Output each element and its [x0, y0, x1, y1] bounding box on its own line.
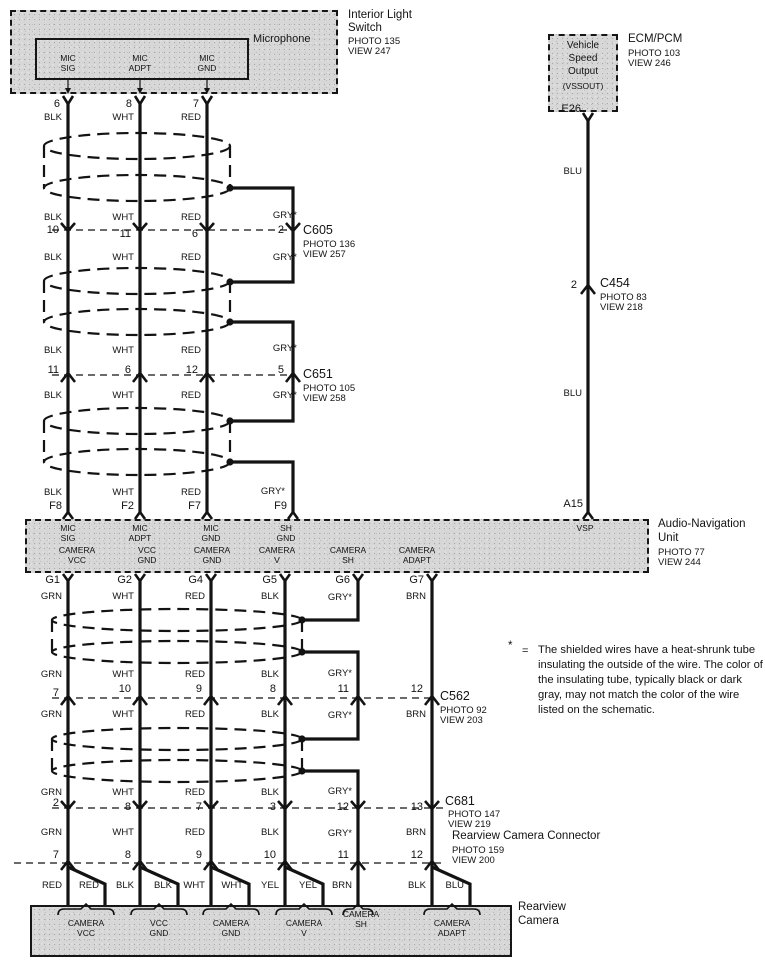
- anu-bottom-label: SH: [342, 555, 354, 565]
- anu-view: VIEW 244: [658, 557, 701, 568]
- anu-bottom-label: V: [274, 555, 280, 565]
- anu-bottom-label: CAMERA: [398, 545, 436, 555]
- anu-title-line2: Unit: [658, 532, 679, 544]
- wire-color: RED: [184, 591, 205, 602]
- c562-name: C562: [440, 689, 470, 703]
- rcc-photo: PHOTO 159: [452, 845, 505, 856]
- camera-title-line2: Camera: [518, 915, 559, 927]
- wire-color: RED: [180, 390, 201, 401]
- wire-shield-gry-lower: [302, 581, 358, 905]
- c651-photo: PHOTO 105: [303, 383, 356, 394]
- wire-color: GRN: [40, 827, 62, 838]
- pin-number: G6: [335, 574, 350, 586]
- wire-color: RED: [184, 669, 205, 680]
- camera-group-label: V: [301, 928, 307, 938]
- wire-color: GRN: [40, 709, 62, 720]
- c651-view: VIEW 258: [303, 393, 346, 404]
- shield-cylinders-upper: [44, 133, 230, 475]
- anu-bottom-label: GND: [202, 555, 222, 565]
- pin-number: G5: [262, 574, 277, 586]
- pin-number: A15: [563, 498, 583, 510]
- wire-color: BRN: [405, 591, 426, 602]
- pin-number: F2: [121, 500, 134, 512]
- pin-number: 8: [269, 683, 276, 695]
- c681-name: C681: [445, 794, 475, 808]
- pin-number: 11: [337, 849, 349, 861]
- camera-group-braces: [58, 904, 480, 915]
- microphone-label: Microphone: [253, 33, 311, 45]
- camera-group-label: CAMERA: [342, 909, 380, 919]
- c605-view: VIEW 257: [303, 249, 346, 260]
- ils-title-line2: Switch: [348, 22, 382, 34]
- pin-number: 10: [263, 849, 276, 861]
- wire-color: YEL: [299, 880, 317, 891]
- c562-view: VIEW 203: [440, 715, 483, 726]
- camera-group-label: CAMERA: [212, 918, 250, 928]
- wire-color: RED: [78, 880, 99, 891]
- mic-pin-adpt-l2: ADPT: [128, 63, 152, 73]
- wire-color: WHT: [112, 390, 134, 401]
- c454-name: C454: [600, 276, 630, 290]
- anu-top-label: ADPT: [128, 533, 152, 543]
- wire-color: RED: [184, 787, 205, 798]
- c605-name: C605: [303, 223, 333, 237]
- wire-color: WHT: [112, 827, 134, 838]
- wire-color: RED: [180, 112, 201, 123]
- anu-top-label: MIC: [60, 523, 76, 533]
- mic-pin-gnd-l1: MIC: [199, 53, 215, 63]
- camera-title-line1: Rearview: [518, 901, 566, 913]
- c605-photo: PHOTO 136: [303, 239, 356, 250]
- ecm-body-line2: Speed: [568, 53, 598, 64]
- pin-number: 11: [119, 228, 131, 240]
- wire-color: WHT: [112, 591, 134, 602]
- wire-camera-grn: [68, 581, 105, 905]
- anu-bottom-label: CAMERA: [58, 545, 96, 555]
- wire-color: BRN: [405, 709, 426, 720]
- pin-number: 2: [52, 797, 59, 809]
- wire-color: YEL: [261, 880, 279, 891]
- wire-color: GRY*: [272, 343, 297, 354]
- wire-color: BLK: [44, 487, 62, 498]
- wire-color: BLK: [44, 112, 62, 123]
- c454-view: VIEW 218: [600, 302, 643, 313]
- wire-color: GRY*: [327, 592, 352, 603]
- wire-color: WHT: [112, 487, 134, 498]
- pin-number: 8: [124, 801, 131, 813]
- mic-internal-arrows: [68, 80, 207, 89]
- pin-number: G1: [45, 574, 60, 586]
- anu-top-label: SIG: [60, 533, 76, 543]
- rcc-view: VIEW 200: [452, 855, 495, 866]
- rcc-name: Rearview Camera Connector: [452, 830, 601, 842]
- mic-pin-gnd-l2: GND: [197, 63, 217, 73]
- mic-pin-sig-l2: SIG: [60, 63, 76, 73]
- ecm-body-line1: Vehicle: [566, 40, 600, 51]
- wire-color: GRY*: [327, 828, 352, 839]
- pin-number: F7: [188, 500, 201, 512]
- wire-color: GRY*: [272, 390, 297, 401]
- wire-camera-blk: [285, 581, 323, 905]
- wire-color: WHT: [112, 669, 134, 680]
- anu-top-label: GND: [201, 533, 221, 543]
- camera-group-label: CAMERA: [433, 918, 471, 928]
- note-equals: =: [522, 645, 529, 657]
- pin-number: 7: [192, 98, 199, 110]
- shield-cylinders-lower: [52, 609, 302, 782]
- wire-color: RED: [184, 709, 205, 720]
- wire-color: WHT: [221, 880, 243, 891]
- wire-color: WHT: [112, 252, 134, 263]
- terminal-forks: [60, 96, 593, 581]
- anu-top-label: MIC: [203, 523, 219, 533]
- wire-color: WHT: [183, 880, 205, 891]
- anu-bottom-label: ADAPT: [402, 555, 432, 565]
- ils-view: VIEW 247: [348, 46, 391, 57]
- anu-bottom-label: VCC: [138, 545, 156, 555]
- pin-number: 9: [195, 683, 202, 695]
- wire-color: GRN: [40, 669, 62, 680]
- pin-number: 10: [46, 224, 59, 236]
- wire-color: GRY*: [327, 668, 352, 679]
- wire-color: GRY*: [272, 252, 297, 263]
- anu-bottom-label: CAMERA: [193, 545, 231, 555]
- wire-color: RED: [180, 487, 201, 498]
- pin-number: 7: [52, 849, 59, 861]
- ils-photo: PHOTO 135: [348, 36, 401, 47]
- wire-color: BLK: [116, 880, 134, 891]
- wire-color: BRN: [331, 880, 352, 891]
- c454-photo: PHOTO 83: [600, 292, 647, 303]
- pin-number: 8: [124, 849, 131, 861]
- anu-top-label: GND: [276, 533, 296, 543]
- pin-number: 5: [277, 364, 284, 376]
- mic-pin-sig-l1: MIC: [60, 53, 76, 63]
- ils-title-line1: Interior Light: [348, 9, 412, 21]
- wire-color: WHT: [112, 345, 134, 356]
- ecm-title: ECM/PCM: [628, 33, 683, 45]
- anu-vsp-label: VSP: [576, 523, 594, 533]
- pin-number: 6: [191, 228, 198, 240]
- wire-color: RED: [41, 880, 62, 891]
- pin-number: E26: [561, 103, 581, 115]
- camera-group-label: CAMERA: [67, 918, 105, 928]
- pin-number: 7: [195, 801, 202, 813]
- pin-number: 13: [410, 801, 423, 813]
- wire-color: BLK: [261, 709, 279, 720]
- ecm-photo: PHOTO 103: [628, 48, 681, 59]
- c681-view: VIEW 219: [448, 819, 491, 830]
- wire-color: BRN: [405, 827, 426, 838]
- pin-number: 2: [570, 279, 577, 291]
- wire-color: GRN: [40, 591, 62, 602]
- wire-color: WHT: [112, 112, 134, 123]
- wire-color: GRY*: [327, 710, 352, 721]
- c562-photo: PHOTO 92: [440, 705, 487, 716]
- note-text: The shielded wires have a heat-shrunk tube insulating the outside of the wire. The color of the insulating tube, typically black or dark gray, may not match the color of the wire listed on the schematic.: [538, 644, 763, 716]
- wire-color: BLK: [261, 787, 279, 798]
- pin-number: 7: [52, 687, 59, 699]
- anu-top-label: MIC: [132, 523, 148, 533]
- wire-color: RED: [180, 212, 201, 223]
- c681-photo: PHOTO 147: [448, 809, 501, 820]
- anu-photo: PHOTO 77: [658, 547, 705, 558]
- pin-number: 12: [410, 849, 423, 861]
- pin-number: G4: [188, 574, 203, 586]
- wire-color: BLK: [44, 390, 62, 401]
- camera-group-label: GND: [221, 928, 241, 938]
- wire-color: BLU: [563, 388, 582, 399]
- note-star: *: [508, 640, 513, 652]
- wire-color: BLK: [154, 880, 172, 891]
- camera-group-label: SH: [355, 919, 367, 929]
- ecm-view: VIEW 246: [628, 58, 671, 69]
- wire-color: RED: [184, 827, 205, 838]
- camera-group-label: CAMERA: [285, 918, 323, 928]
- pin-number: 2: [277, 224, 284, 236]
- wire-color: BLK: [44, 212, 62, 223]
- camera-group-label: VCC: [150, 918, 168, 928]
- pin-number: F9: [274, 500, 287, 512]
- pin-number: 8: [125, 98, 132, 110]
- pin-number: 12: [410, 683, 423, 695]
- wire-color: BLK: [44, 345, 62, 356]
- c651-name: C651: [303, 367, 333, 381]
- wire-color: RED: [180, 345, 201, 356]
- anu-bottom-label: CAMERA: [329, 545, 367, 555]
- pin-number: 12: [336, 801, 349, 813]
- pin-number: 9: [195, 849, 202, 861]
- wire-color: RED: [180, 252, 201, 263]
- ecm-body-line4: (VSSOUT): [562, 81, 604, 91]
- wire-color: BLK: [261, 669, 279, 680]
- anu-bottom-label: GND: [137, 555, 157, 565]
- wire-color: GRN: [40, 787, 62, 798]
- pin-number: 12: [185, 364, 198, 376]
- anu-bottom-label: CAMERA: [258, 545, 296, 555]
- mic-pin-adpt-l1: MIC: [132, 53, 148, 63]
- camera-group-label: GND: [149, 928, 169, 938]
- wire-color: GRY*: [327, 786, 352, 797]
- pin-number: F8: [49, 500, 62, 512]
- wire-color: WHT: [112, 787, 134, 798]
- anu-top-label: SH: [280, 523, 292, 533]
- wire-color: BLK: [261, 827, 279, 838]
- anu-title-line1: Audio-Navigation: [658, 518, 746, 530]
- wire-color: BLK: [408, 880, 426, 891]
- wire-color: WHT: [112, 709, 134, 720]
- wire-color: BLU: [563, 166, 582, 177]
- pin-number: G7: [409, 574, 424, 586]
- pin-number: 11: [337, 683, 349, 695]
- anu-bottom-label: VCC: [68, 555, 86, 565]
- pin-number: 6: [124, 364, 131, 376]
- wire-color: GRY*: [260, 486, 285, 497]
- wire-color: BLU: [445, 880, 464, 891]
- pin-number: 6: [53, 98, 60, 110]
- wire-color: BLK: [261, 591, 279, 602]
- wire-color: BLK: [44, 252, 62, 263]
- wire-color: WHT: [112, 212, 134, 223]
- pin-number: 10: [118, 683, 131, 695]
- camera-group-label: VCC: [77, 928, 95, 938]
- pin-number: 3: [269, 801, 276, 813]
- camera-group-label: ADAPT: [437, 928, 467, 938]
- wire-color: GRY*: [272, 210, 297, 221]
- ecm-body-line3: Output: [567, 66, 599, 77]
- pin-number: 11: [47, 364, 59, 376]
- pin-number: G2: [117, 574, 132, 586]
